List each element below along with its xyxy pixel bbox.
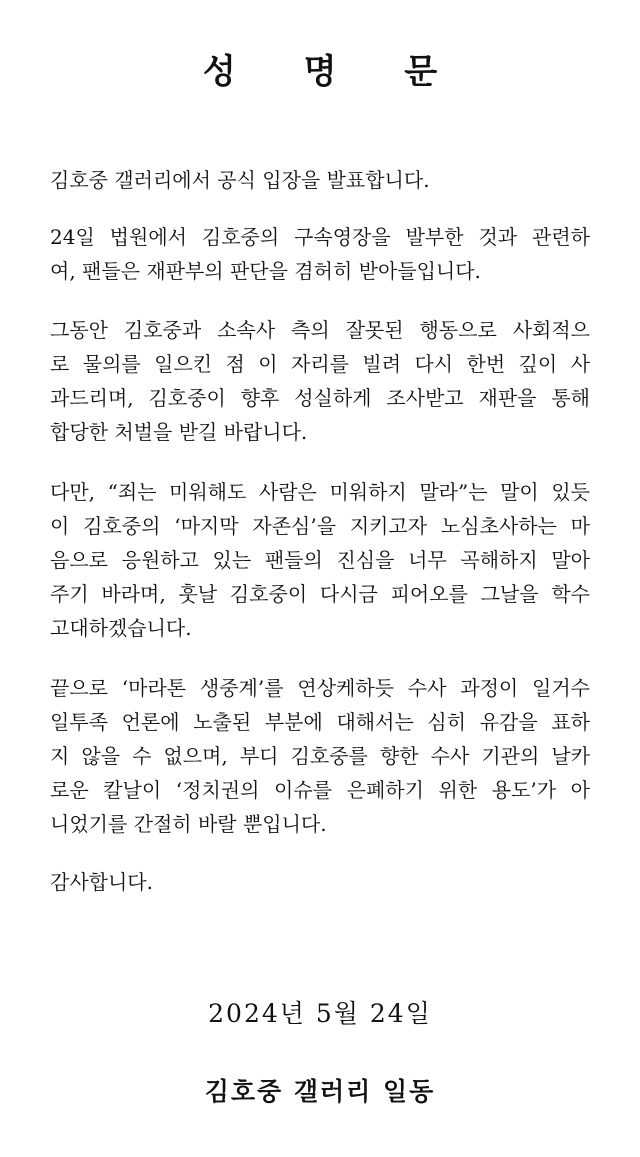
statement-signature: 김호중 갤러리 일동 [204,1077,436,1106]
paragraph-line: 로 물의를 일으킨 점 이 자리를 빌려 다시 한번 깊이 사 [50,352,590,376]
paragraph-line: 합당한 처벌을 받길 바랍니다. [50,420,308,444]
paragraph-line: 감사합니다. [50,870,153,894]
paragraph-line: 로운 칼날이 ‘정치권의 이슈를 은폐하기 위한 용도’가 아 [50,778,590,802]
paragraph-line: 고대하겠습니다. [50,616,192,640]
paragraph-line: 이 김호중의 ‘마지막 자존심’을 지키고자 노심초사하는 마 [50,514,590,538]
paragraph-line: 여, 팬들은 재판부의 판단을 겸허히 받아들입니다. [50,259,481,283]
paragraph-line: 과드리며, 김호중이 향후 성실하게 조사받고 재판을 통해 [50,386,590,410]
paragraph-line: 김호중 갤러리에서 공식 입장을 발표합니다. [50,168,430,192]
paragraph-line: 지 않을 수 없으며, 부디 김호중를 향한 수사 기관의 날카 [50,744,590,768]
paragraph-line: 24일 법원에서 김호중의 구속영장을 발부한 것과 관련하 [50,225,590,249]
paragraph-line: 다만, “죄는 미워해도 사람은 미워하지 말라”는 말이 있듯 [50,480,590,504]
paragraph-line: 니었기를 간절히 바랄 뿐입니다. [50,812,327,836]
paragraph-line: 주기 바라며, 훗날 김호중이 다시금 피어오를 그날을 학수 [50,582,590,606]
paragraph-line: 끝으로 ‘마라톤 생중계’를 연상케하듯 수사 과정이 일거수 [50,676,590,700]
document-title: 성 명 문 [202,52,466,92]
paragraph-line: 그동안 김호중과 소속사 측의 잘못된 행동으로 사회적으 [50,318,590,342]
statement-date: 2024년 5월 24일 [208,999,432,1028]
paragraph-line: 음으로 응원하고 있는 팬들의 진심을 너무 곡해하지 말아 [50,548,590,572]
paragraph-line: 일투족 언론에 노출된 부분에 대해서는 심히 유감을 표하 [50,710,590,734]
